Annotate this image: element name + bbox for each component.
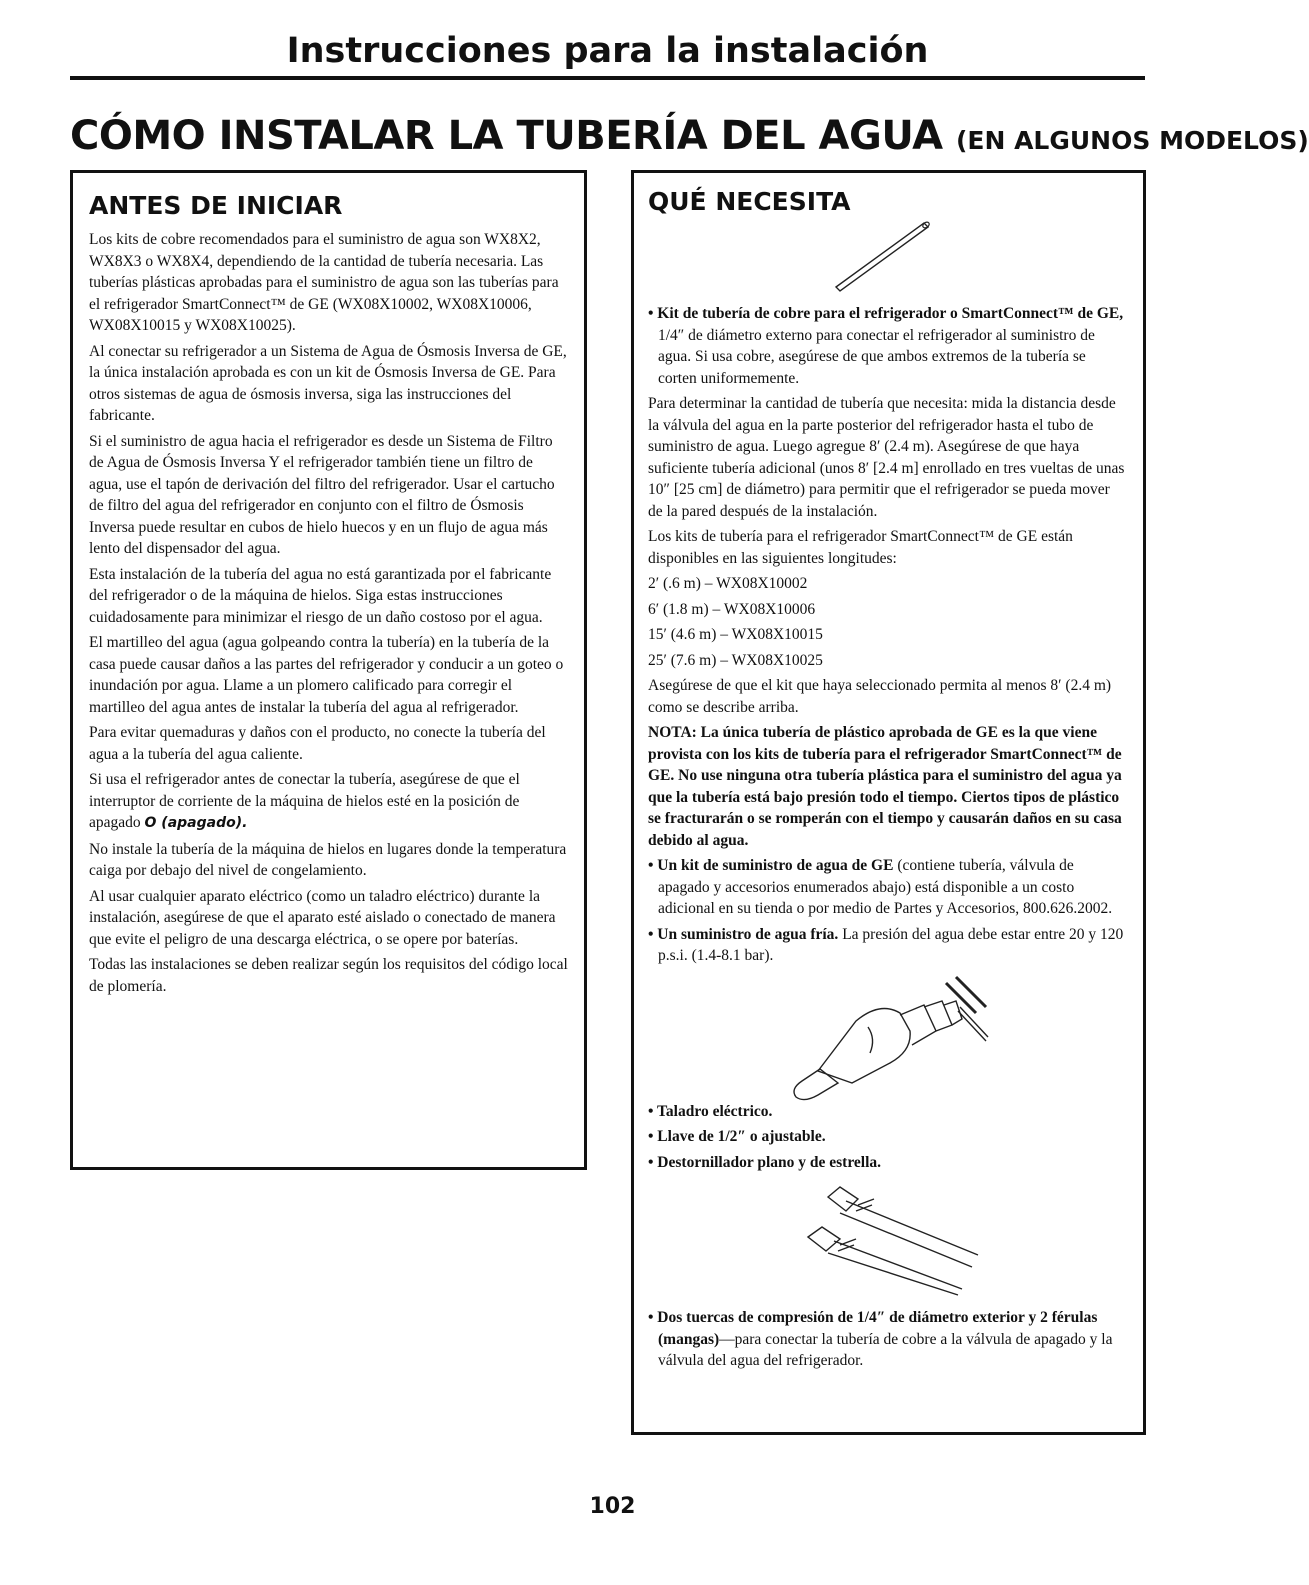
before-starting-heading: ANTES DE INICIAR <box>89 191 343 220</box>
main-title <box>70 110 1309 167</box>
paragraph-reverse-osmosis: Al conectar su refrigerador a un Sistema de Agua de Ósmosis Inversa de GE, la única instalación aprobada es con un kit de Ósmosis Inversa de GE. Para otros sistemas de agua de ósmosis inversa, siga las instrucciones del fabricante. <box>89 342 567 424</box>
paragraph-water-hammer: El martilleo del agua (agua golpeando contra la tubería) en la tubería de la casa puede causar daños a las partes del refrigerador y conducir a un goteo o inundación por agua. Llame a un plomero calificado para corregir el martilleo del agua antes de instalar la tubería del agua al refrigerador. <box>89 634 564 716</box>
length-item: 15′ (4.6 m) – WX08X10015 <box>648 626 823 643</box>
paragraph-plumbing-code: Todas las instalaciones se deben realizar según los requisitos del código local de plomería. <box>89 956 568 995</box>
supply-kit-item <box>648 855 1127 920</box>
copper-kit-bold: • Kit de tubería de cobre para el refrigerador o SmartConnect™ de GE, <box>648 305 1124 322</box>
tools-list <box>648 1101 1127 1174</box>
copper-kit-item <box>648 303 1127 389</box>
what-you-need-text <box>648 303 1127 967</box>
length-item: 2′ (.6 m) – WX08X10002 <box>648 575 808 592</box>
paragraph-filter-bypass: Si el suministro de agua hacia el refrigerador es desde un Sistema de Filtro de Agua de Ósmosis Inversa Y el refrigerador también tiene un filtro de agua, use el tapón de derivación del filtro del refrigerador. Usar el cartucho de filtro del agua del refrigerador en conjunto con el filtro de Ósmosis Inversa puede resultar en cubos de hielo huecos y en un flujo de agua más lento del dispensador del agua. <box>89 432 555 557</box>
compression-nuts-desc: —para conectar la tubería de cobre a la válvula de apagado y la válvula del agua del refrigerador. <box>658 1330 1113 1369</box>
supply-kit-text: (contiene tubería, válvula de apagado y accesorios enumerados abajo) está disponible a un costo adicional en su tienda o por medio de Partes y Accesorios, 800.626.2002. <box>658 857 1113 917</box>
cold-water-bold: • Un suministro de agua fría. <box>648 925 839 943</box>
length-item: 6′ (1.8 m) – WX08X10006 <box>648 600 816 618</box>
what-you-need-heading: QUÉ NECESITA <box>648 187 851 216</box>
paragraph-lengths-intro: Los kits de tubería para el refrigerador SmartConnect™ de GE están disponibles en las siguientes longitudes: <box>648 528 1073 567</box>
power-switch-text: Si usa el refrigerador antes de conectar la tubería, asegúrese de que el interruptor de corriente de la máquina de hielos esté en la posición de apagado <box>89 771 520 831</box>
paragraph-ensure: Asegúrese de que el kit que haya seleccionado permita al menos 8′ (2.4 m) como se describe arriba. <box>648 677 1112 716</box>
supply-kit-bold: • Un kit de suministro de agua de GE <box>648 857 894 874</box>
compression-nuts-item <box>648 1307 1127 1372</box>
note-paragraph: NOTA: La única tubería de plástico aprobada de GE es la que viene provista con los kits de tubería para el refrigerador SmartConnect™ de GE. No use ninguna otra tubería plástica para el suministro del agua ya que la tubería está bajo presión todo el tiempo. Ciertos tipos de plástico se fracturarán o se romperán con el tiempo y causarán daños en su casa debido al agua. <box>648 724 1122 849</box>
paragraph-measure: Para determinar la cantidad de tubería que necesita: mida la distancia desde la válvula del agua en la parte posterior del refrigerador hasta el tubo de suministro de agua. Luego agregue 8′ (2.4 m). Asegúrese de que haya suficiente tubería adicional (unos 8′ [2.4 m] enrollado en tres vueltas de unas 10″ [25 cm] de diámetro) para permitir que el refrigerador se pueda mover de la pared después de la instalación. <box>648 395 1125 520</box>
compression-nuts-text <box>648 1307 1127 1372</box>
page-header-title: Instrucciones para la instalación <box>286 31 929 71</box>
paragraph-copper-kits: Los kits de cobre recomendados para el suministro de agua son WX8X2, WX8X3 o WX8X4, dependiendo de la cantidad de tubería necesaria. Las tuberías plásticas aprobadas para el suministro de agua son las tuberías para el refrigerador SmartConnect™ de GE (WX08X10002, WX08X10006, WX08X10015 y WX08X10025). <box>89 231 559 334</box>
wrench-item: • Llave de 1/2″ o ajustable. <box>648 1128 826 1145</box>
paragraph-freezing: No instale la tubería de la máquina de hielos en lugares donde la temperatura caiga por debajo del nivel de congelamiento. <box>89 840 567 879</box>
cold-water-text: La presión del agua debe estar entre 20 y 120 p.s.i. (1.4-8.1 bar). <box>658 925 1124 964</box>
paragraph-power-switch <box>89 769 568 835</box>
drill-item: • Taladro eléctrico. <box>648 1102 773 1120</box>
screwdriver-item: • Destornillador plano y de estrella. <box>648 1153 882 1171</box>
cold-water-item <box>648 924 1127 967</box>
header-rule <box>70 76 1145 80</box>
main-title-subtitle: (EN ALGUNOS MODELOS) <box>955 126 1309 155</box>
paragraph-warranty: Esta instalación de la tubería del agua no está garantizada por el fabricante del refrigerador o de la máquina de hielos. Siga estas instrucciones cuidadosamente para minimizar el riesgo de un daño costoso por el agua. <box>89 565 552 626</box>
tubing-illustration <box>826 215 936 295</box>
compression-nuts-bold: • Dos tuercas de compresión de 1/4″ de diámetro exterior y 2 férulas (mangas) <box>648 1309 1098 1348</box>
length-item: 25′ (7.6 m) – WX08X10025 <box>648 651 823 669</box>
electric-drill-illustration <box>760 971 990 1101</box>
copper-kit-text: 1/4″ de diámetro externo para conectar el refrigerador al suministro de agua. Si usa cobre, asegúrese de que ambos extremos de la tubería se corten uniformemente. <box>658 326 1095 387</box>
what-you-need-box <box>631 170 1146 1435</box>
compression-nuts-illustration <box>778 1177 998 1297</box>
off-setting-label: O (apagado). <box>144 815 248 831</box>
main-title-text: CÓMO INSTALAR LA TUBERÍA DEL AGUA <box>70 113 956 159</box>
paragraph-electric-safety: Al usar cualquier aparato eléctrico (como un taladro eléctrico) durante la instalación, asegúrese de que el aparato esté aislado o conectado de manera que evite el peligro de una descarga eléctrica, o se opere por baterías. <box>89 887 556 948</box>
before-starting-text <box>89 229 568 997</box>
before-starting-box <box>70 170 587 1170</box>
paragraph-hot-water: Para evitar quemaduras y daños con el producto, no conecte la tubería del agua a la tubería del agua caliente. <box>89 724 546 763</box>
page-number: 102 <box>589 1494 636 1519</box>
